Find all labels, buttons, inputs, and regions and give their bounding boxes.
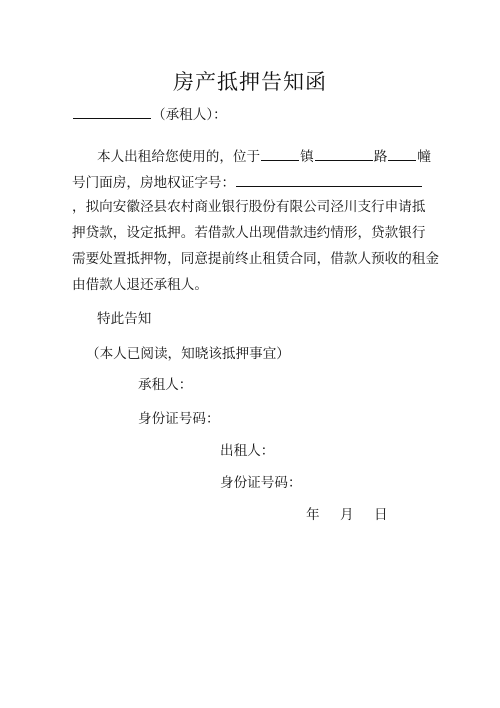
tenant-id-label: 身份证号码： bbox=[138, 411, 220, 427]
town-blank bbox=[261, 146, 299, 161]
road-label: 路 bbox=[373, 149, 388, 165]
salutation-line bbox=[72, 104, 227, 124]
date-year-label: 年 bbox=[306, 507, 320, 523]
salutation-text: （承租人）： bbox=[152, 107, 227, 123]
paragraph-line-5: 需要处置抵押物，同意提前终止租赁合同，借款人预收的租金 bbox=[72, 251, 440, 267]
landlord-id-label: 身份证号码： bbox=[220, 475, 302, 491]
acknowledgement-text: （本人已阅读，知晓该抵押事宜） bbox=[86, 346, 290, 362]
closing-text: 特此告知 bbox=[97, 311, 152, 327]
paragraph-line-2 bbox=[72, 172, 423, 192]
date-month-label: 月 bbox=[340, 507, 354, 523]
tenant-signature-label: 承租人： bbox=[138, 377, 193, 393]
town-label: 镇 bbox=[300, 149, 314, 165]
paragraph-line-4: 押贷款，设定抵押。若借款人出现借款违约情形，贷款银行 bbox=[72, 225, 426, 241]
paragraph-line-1 bbox=[97, 146, 431, 166]
building-blank bbox=[388, 146, 416, 161]
tenant-name-blank bbox=[73, 104, 151, 119]
paragraph-line-3: ，拟向安徽泾县农村商业银行股份有限公司泾川支行申请抵 bbox=[72, 199, 426, 215]
paragraph-line-6: 由借款人退还承租人。 bbox=[72, 277, 208, 293]
certificate-label: 号门面房，房地权证字号： bbox=[72, 175, 236, 191]
certificate-number-blank bbox=[236, 172, 422, 187]
building-label: 幢 bbox=[417, 149, 431, 165]
road-blank bbox=[315, 146, 373, 161]
landlord-signature-label: 出租人： bbox=[220, 443, 275, 459]
date-day-label: 日 bbox=[374, 507, 388, 523]
document-title: 房产抵押告知函 bbox=[173, 70, 327, 94]
location-intro-text: 本人出租给您使用的，位于 bbox=[97, 149, 261, 165]
